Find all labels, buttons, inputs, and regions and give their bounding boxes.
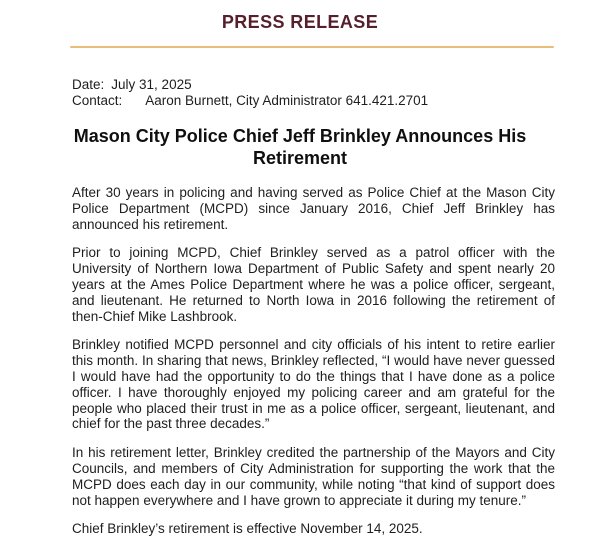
press-release-heading: PRESS RELEASE — [221, 12, 379, 32]
paragraph-effective-date: Chief Brinkley’s retirement is effective November 14, 2025. — [72, 521, 423, 537]
contact-label: Contact: — [72, 93, 123, 108]
date-row — [72, 77, 600, 93]
date-label: Date: — [72, 77, 105, 92]
gold-divider — [70, 46, 554, 48]
paragraph-retirement-quote: Brinkley notified MCPD personnel and city officials of his intent to retire earlier this month. In sharing that news, Brinkley reflected, “I would have never guessed I would have had the opportunity to do the things that I have done as a police officer. I have thoroughly enjoyed my policing career and am grateful for the people who placed their trust in me as a police officer, sergeant, lieutenant, and chief for the past three decades.” — [72, 337, 555, 432]
contact-row — [72, 93, 600, 109]
document-title-line1: Mason City Police Chief Jeff Brinkley Announces His — [73, 126, 527, 146]
paragraph-intro: After 30 years in policing and having served as Police Chief at the Mason City Police Department (MCPD) since January 2016, Chief Jeff Brinkley has announced his retirement. — [72, 185, 555, 232]
paragraph-career-history: Prior to joining MCPD, Chief Brinkley served as a patrol officer with the University of Northern Iowa Department of Public Safety and spent nearly 20 years at the Ames Police Department where he was a police officer, sergeant, and lieutenant. He returned to North Iowa in 2016 following the retirement of then-Chief Mike Lashbrook. — [72, 245, 555, 324]
contact-value: Aaron Burnett, City Administrator 641.421.2701 — [145, 93, 429, 108]
paragraph-retirement-letter: In his retirement letter, Brinkley credited the partnership of the Mayors and City Councils, and members of City Administration for supporting the work that the MCPD does each day in our community, while noting “that kind of support does not happen everywhere and I have grown to appreciate it during my tenure.” — [72, 445, 555, 508]
document-title — [28, 126, 572, 169]
document-title-line2: Retirement — [252, 147, 348, 168]
meta-block — [72, 77, 600, 109]
date-value: July 31, 2025 — [111, 77, 192, 92]
document-body — [72, 185, 555, 537]
